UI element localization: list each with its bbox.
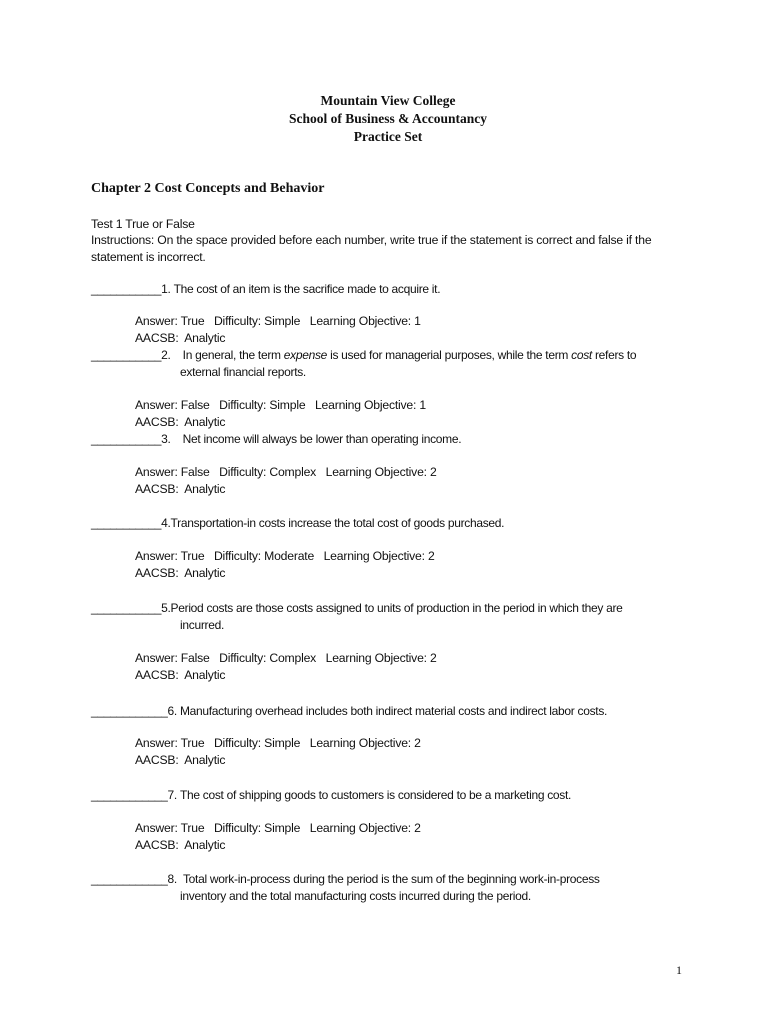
page-number: 1 [676,963,682,977]
question-text: The cost of an item is the sacrifice made to acquire it. [173,282,441,296]
question-text: In general, the term expense is used for managerial purposes, while the term cost refers to [182,348,637,362]
answer-key-1 [135,313,695,347]
question-text: Transportation-in costs increase the total cost of goods purchased. [170,516,505,530]
question-3 [91,431,701,448]
answer-blank[interactable]: ___________ [91,432,162,446]
answer-blank[interactable]: ____________ [91,704,168,718]
question-1 [91,281,701,298]
question-text-continued: incurred. [180,618,224,632]
answer-blank[interactable]: ___________ [91,282,162,296]
question-number: 3. [161,432,183,446]
question-text-continued: external financial reports. [180,365,306,379]
test-instructions: Instructions: On the space provided before each number, write true if the statement is correct and false if the statement is incorrect. [91,233,652,264]
question-number: 7. [167,788,180,802]
question-text-continued: inventory and the total manufacturing costs incurred during the period. [180,889,531,903]
question-4 [91,515,701,532]
answer-blank[interactable]: ___________ [91,348,162,362]
answer-key-3 [135,464,695,498]
question-number: 6. [167,704,180,718]
aacsb-tag: AACSB: Analytic [135,482,226,496]
question-8 [91,871,701,905]
question-text: Manufacturing overhead includes both indirect material costs and indirect labor costs. [179,704,608,718]
set-title: Practice Set [353,129,423,144]
test-title: Test 1 True or False [91,217,195,231]
question-text: Total work-in-process during the period is the sum of the beginning work-in-process [182,872,600,886]
answer-details: Answer: False Difficulty: Complex Learning Objective: 2 [135,651,437,665]
question-number: 2. [161,348,183,362]
question-5 [91,600,701,634]
aacsb-tag: AACSB: Analytic [135,566,226,580]
answer-blank[interactable]: ____________ [91,788,168,802]
chapter-title: Chapter 2 Cost Concepts and Behavior [91,181,325,196]
question-text: Period costs are those costs assigned to units of production in the period in which they are [170,601,623,615]
question-7 [91,787,701,804]
answer-details: Answer: True Difficulty: Simple Learning Objective: 2 [135,821,421,835]
aacsb-tag: AACSB: Analytic [135,838,226,852]
question-2 [91,347,701,381]
question-number: 8. [167,872,183,886]
question-6 [91,703,701,720]
answer-details: Answer: False Difficulty: Complex Learning Objective: 2 [135,465,437,479]
aacsb-tag: AACSB: Analytic [135,331,226,345]
answer-details: Answer: True Difficulty: Moderate Learning Objective: 2 [135,549,435,563]
answer-blank[interactable]: ___________ [91,516,162,530]
answer-key-2 [135,397,695,431]
question-text: The cost of shipping goods to customers is considered to be a marketing cost. [179,788,572,802]
school-name: School of Business & Accountancy [288,111,488,126]
question-number: 4. [161,516,171,530]
question-number: 1. [161,282,174,296]
answer-details: Answer: True Difficulty: Simple Learning Objective: 2 [135,736,421,750]
aacsb-tag: AACSB: Analytic [135,753,226,767]
answer-key-7 [135,820,695,854]
answer-details: Answer: False Difficulty: Simple Learning Objective: 1 [135,398,426,412]
college-name: Mountain View College [320,93,456,108]
answer-key-5 [135,650,695,684]
answer-blank[interactable]: ___________ [91,601,162,615]
answer-key-4 [135,548,695,582]
answer-key-6 [135,735,695,769]
question-text: Net income will always be lower than operating income. [182,432,462,446]
answer-details: Answer: True Difficulty: Simple Learning Objective: 1 [135,314,421,328]
question-number: 5. [161,601,171,615]
aacsb-tag: AACSB: Analytic [135,415,226,429]
document-header [0,92,768,146]
aacsb-tag: AACSB: Analytic [135,668,226,682]
answer-blank[interactable]: ____________ [91,872,168,886]
